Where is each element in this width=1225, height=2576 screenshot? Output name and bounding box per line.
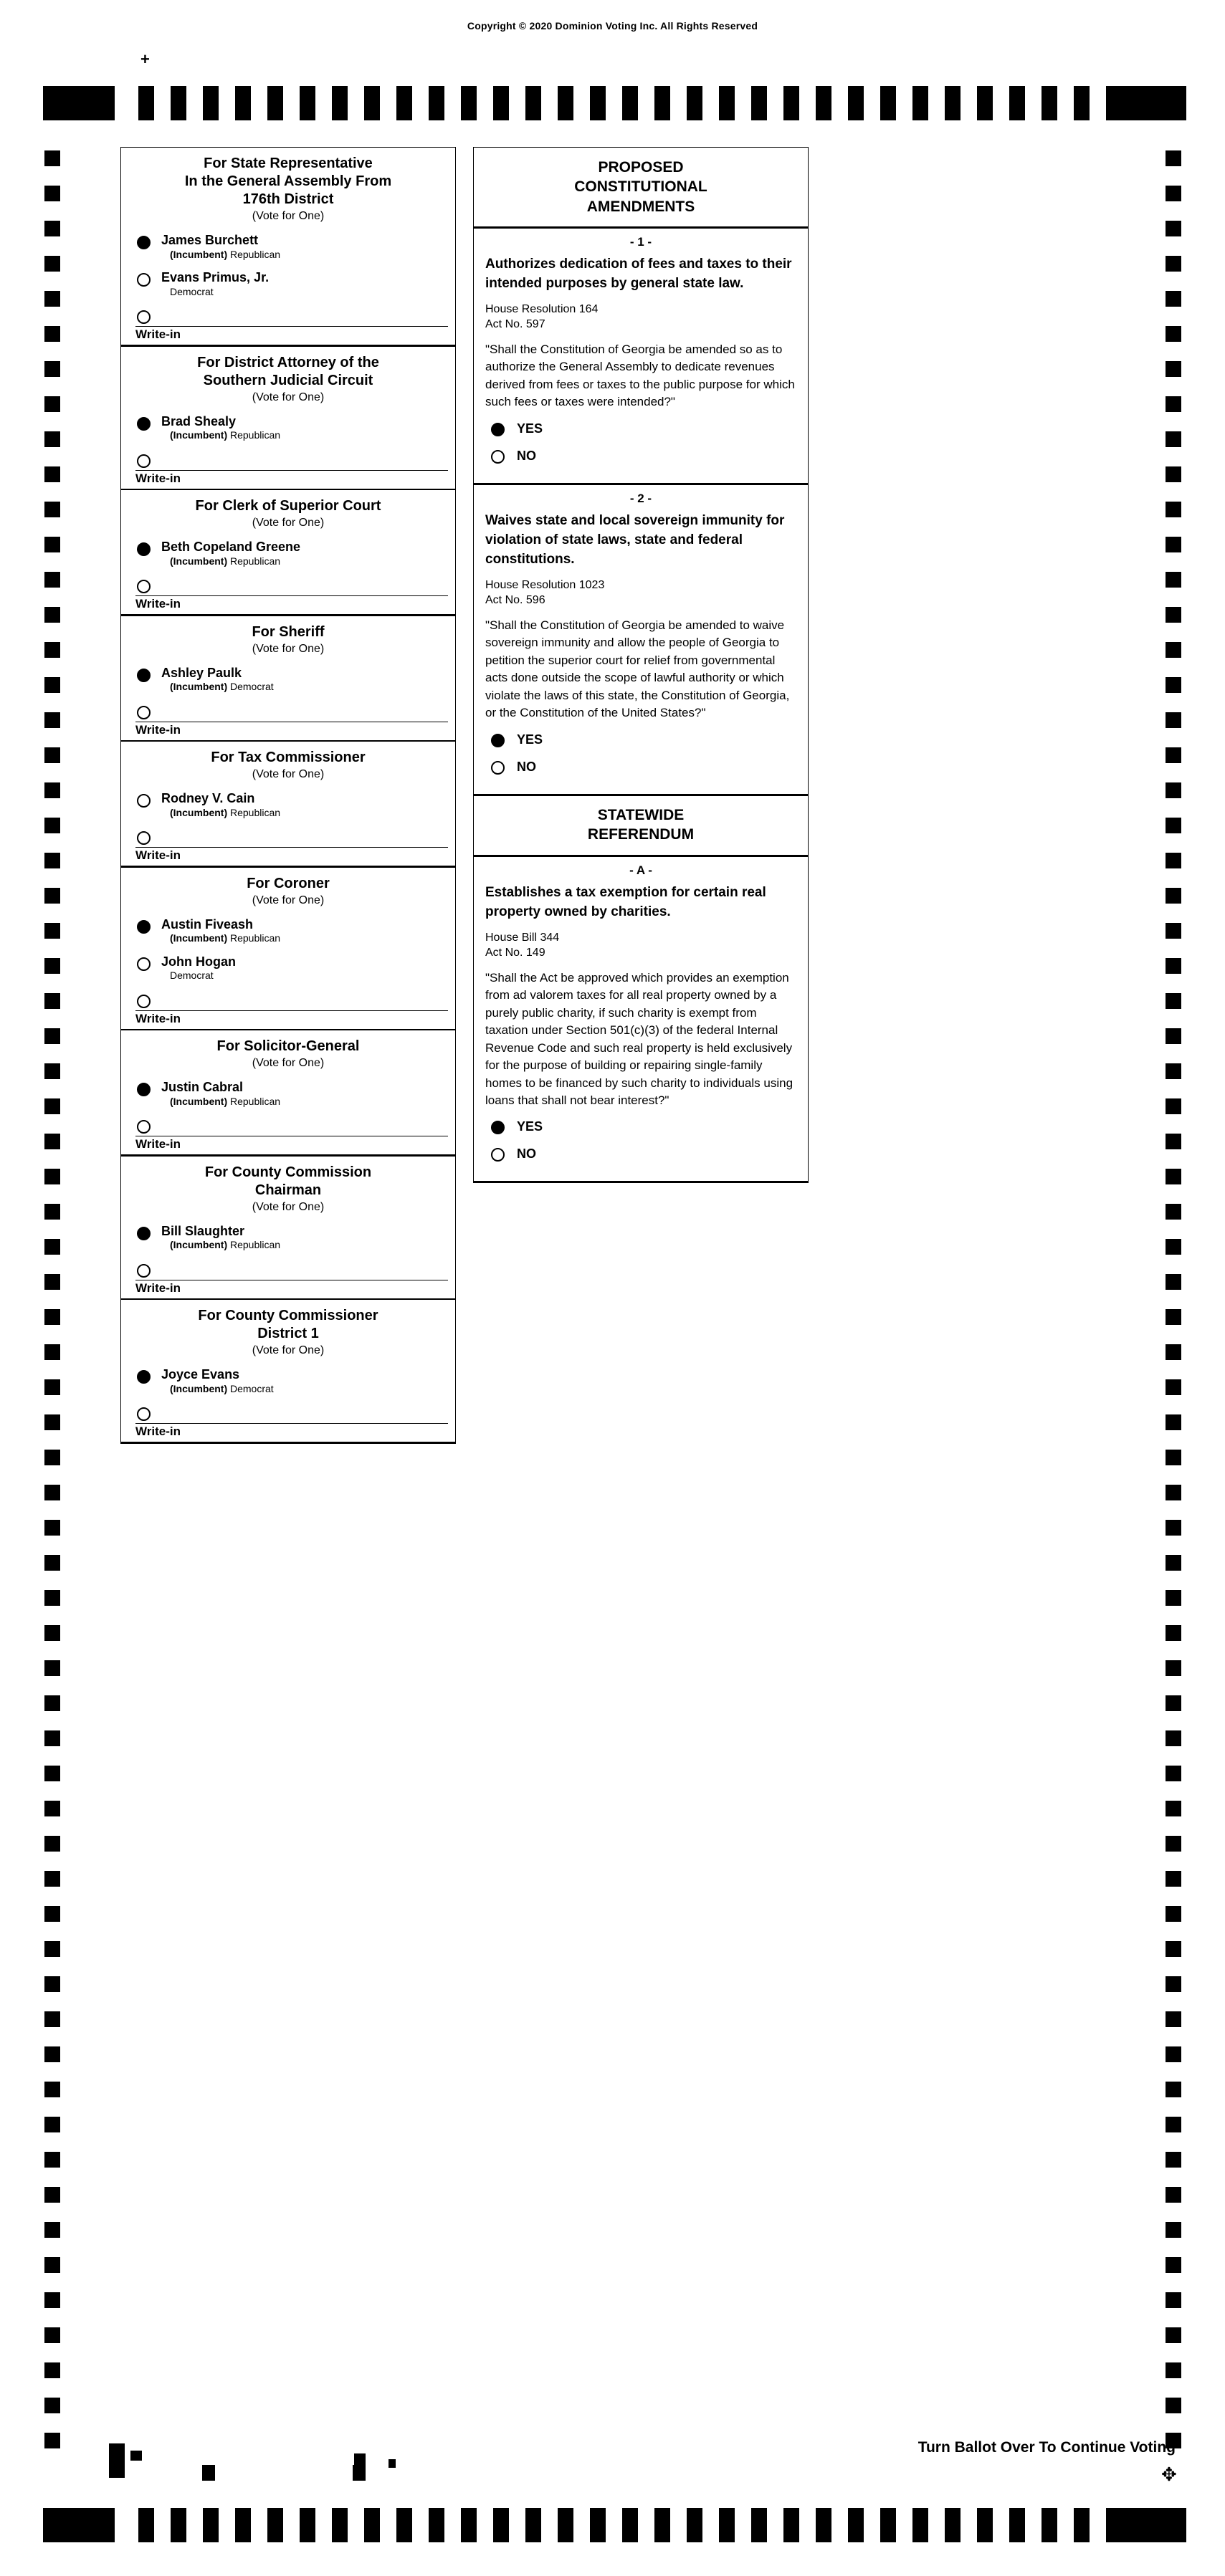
option-label: NO <box>517 1146 536 1162</box>
incumbent-marker: (Incumbent) <box>170 429 228 441</box>
question-option[interactable] <box>485 449 796 476</box>
question-text: "Shall the Constitution of Georgia be amended to waive sovereign immunity and allow the people of Georgia to petition the superior court for relief from governmental acts done outside the scope of lawful authority or which violate the laws of this state, the Constitution of Georgia, or the Constitution of the United States?" <box>485 618 790 720</box>
write-in-line[interactable] <box>135 828 448 848</box>
write-in-label: Write-in <box>135 1280 181 1295</box>
contest-block <box>120 489 456 616</box>
option-label: YES <box>517 421 543 436</box>
contest-header <box>121 616 455 659</box>
registration-mark-top: + <box>140 50 150 68</box>
vote-oval[interactable] <box>137 1227 151 1240</box>
reference-line: House Resolution 1023 <box>485 579 605 592</box>
question-reference <box>485 302 796 341</box>
write-in-label: Write-in <box>135 471 181 485</box>
write-in-label: Write-in <box>135 1011 181 1025</box>
write-in-line[interactable] <box>135 703 448 722</box>
question-option[interactable] <box>485 1146 796 1174</box>
candidate-party <box>161 429 448 441</box>
contest-header <box>121 742 455 784</box>
vote-oval[interactable] <box>137 669 151 682</box>
candidate-party <box>161 681 448 693</box>
contest-title-line: For District Attorney of the <box>197 354 379 370</box>
question-reference <box>485 931 796 969</box>
candidate-option[interactable] <box>121 791 455 828</box>
question-option[interactable] <box>485 421 796 449</box>
contest-title <box>127 1307 449 1343</box>
candidate-list <box>121 784 455 866</box>
contest-block <box>120 147 456 347</box>
proposed-amendments-header <box>473 147 809 229</box>
contest-title-line: For County Commission <box>204 1164 372 1180</box>
candidate-list <box>121 226 455 345</box>
vote-for-instruction: (Vote for One) <box>252 768 325 780</box>
contest-block <box>120 1156 456 1301</box>
contest-block <box>120 346 456 491</box>
candidate-name: Evans Primus, Jr. <box>161 270 270 284</box>
question-text: "Shall the Constitution of Georgia be amended so as to authorize the General Assembly to dedicate revenues derived from fees or taxes to the public purpose for which such fees or taxes were intended?" <box>485 342 795 409</box>
write-in-line[interactable] <box>135 1404 448 1424</box>
candidate-party <box>161 249 448 261</box>
contest-title-line: For Tax Commissioner <box>211 750 366 765</box>
candidate-list <box>121 532 455 614</box>
candidate-option[interactable] <box>121 954 455 992</box>
contest-block <box>120 1299 456 1444</box>
write-in-line[interactable] <box>135 1117 448 1136</box>
write-in-line[interactable] <box>135 451 448 471</box>
party-label: Democrat <box>230 1382 274 1394</box>
contest-title-line: For County Commissioner <box>198 1308 378 1323</box>
vote-oval[interactable] <box>491 734 505 747</box>
write-in-option[interactable] <box>121 1404 455 1442</box>
candidate-option[interactable] <box>121 270 455 307</box>
write-in-option[interactable] <box>121 703 455 740</box>
contest-header <box>121 1300 455 1360</box>
vote-for-instruction: (Vote for One) <box>252 210 325 222</box>
turn-ballot-over-notice: Turn Ballot Over To Continue Voting <box>917 2439 1176 2456</box>
incumbent-marker: (Incumbent) <box>170 555 228 567</box>
copyright-notice: Copyright © 2020 Dominion Voting Inc. All Rights Reserved <box>467 20 758 32</box>
option-label: NO <box>517 448 536 463</box>
statewide-referendum-header <box>473 795 809 857</box>
contest-title <box>127 749 449 767</box>
candidate-list <box>121 407 455 489</box>
candidate-list <box>121 910 455 1029</box>
write-in-line[interactable] <box>135 307 448 327</box>
incumbent-marker: (Incumbent) <box>170 1239 228 1251</box>
alignment-block-5 <box>353 2465 366 2481</box>
question-option[interactable] <box>485 1119 796 1146</box>
vote-oval[interactable] <box>491 761 505 775</box>
contest-title-line: For Clerk of Superior Court <box>195 498 381 514</box>
contest-title <box>127 1038 449 1055</box>
candidate-list <box>121 1360 455 1442</box>
contest-title-line: Southern Judicial Circuit <box>203 372 373 388</box>
ballot-column-left <box>120 147 456 1443</box>
candidate-name: James Burchett <box>161 233 259 247</box>
ballot-question <box>473 484 809 795</box>
candidate-party <box>161 969 448 982</box>
contest-header <box>121 148 455 226</box>
incumbent-marker: (Incumbent) <box>170 932 228 944</box>
vote-oval[interactable] <box>137 1264 151 1278</box>
party-label: Republican <box>230 429 281 441</box>
candidate-list <box>121 1073 455 1154</box>
incumbent-marker: (Incumbent) <box>170 681 228 693</box>
question-summary: Authorizes dedication of fees and taxes to their intended purposes by general state law. <box>485 257 792 292</box>
question-reference <box>485 578 796 617</box>
candidate-name: John Hogan <box>161 954 236 969</box>
candidate-party <box>161 286 448 298</box>
question-number: - 1 - <box>629 235 652 249</box>
party-label: Democrat <box>230 681 274 693</box>
contest-header <box>121 490 455 532</box>
candidate-option[interactable] <box>121 233 455 270</box>
contest-title-line: For State Representative <box>204 155 373 171</box>
candidate-list <box>121 659 455 740</box>
candidate-name: Brad Shealy <box>161 413 237 428</box>
write-in-line[interactable] <box>135 992 448 1011</box>
vote-oval[interactable] <box>137 995 151 1008</box>
candidate-party <box>161 932 448 944</box>
header-line: PROPOSED <box>598 159 684 176</box>
reference-line: Act No. 149 <box>485 946 545 959</box>
contest-title <box>127 497 449 515</box>
party-label: Republican <box>230 1239 281 1251</box>
contest-title-line: For Sheriff <box>252 623 325 640</box>
registration-mark-bottom: ✥ <box>1161 2464 1177 2485</box>
alignment-block-3 <box>202 2465 215 2481</box>
write-in-option[interactable] <box>121 992 455 1029</box>
question-option[interactable] <box>485 760 796 787</box>
candidate-name: Justin Cabral <box>161 1080 244 1094</box>
option-label: YES <box>517 732 543 747</box>
contest-header <box>121 347 455 407</box>
write-in-line[interactable] <box>135 1261 448 1280</box>
vote-oval[interactable] <box>491 423 505 436</box>
vote-oval[interactable] <box>137 273 151 287</box>
candidate-party <box>161 1383 448 1395</box>
party-label: Democrat <box>170 969 214 982</box>
candidate-name: Beth Copeland Greene <box>161 540 301 554</box>
option-label: NO <box>517 759 536 774</box>
candidate-name: Rodney V. Cain <box>161 791 255 805</box>
vote-oval[interactable] <box>137 310 151 324</box>
incumbent-marker: (Incumbent) <box>170 248 228 260</box>
vote-oval[interactable] <box>137 1407 151 1421</box>
write-in-option[interactable] <box>121 577 455 614</box>
write-in-label: Write-in <box>135 722 181 737</box>
candidate-name: Joyce Evans <box>161 1367 240 1382</box>
candidate-list <box>121 1217 455 1298</box>
write-in-label: Write-in <box>135 597 181 611</box>
vote-oval[interactable] <box>137 794 151 808</box>
contest-title <box>127 155 449 209</box>
vote-oval[interactable] <box>137 1120 151 1134</box>
reference-line: Act No. 597 <box>485 318 545 331</box>
contest-header <box>121 868 455 910</box>
vote-for-instruction: (Vote for One) <box>252 1200 325 1213</box>
candidate-option[interactable] <box>121 1367 455 1404</box>
incumbent-marker: (Incumbent) <box>170 1382 228 1394</box>
candidate-party <box>161 1096 448 1108</box>
header-line: STATEWIDE <box>597 807 685 824</box>
reference-line: House Resolution 164 <box>485 303 599 316</box>
timing-marks-left <box>44 150 60 2479</box>
contest-header <box>121 1030 455 1073</box>
contest-title-line: Chairman <box>254 1182 322 1198</box>
vote-oval[interactable] <box>137 1083 151 1096</box>
vote-oval[interactable] <box>137 417 151 431</box>
vote-for-instruction: (Vote for One) <box>252 1057 325 1069</box>
vote-oval[interactable] <box>137 580 151 593</box>
vote-for-instruction: (Vote for One) <box>252 391 325 403</box>
candidate-name: Ashley Paulk <box>161 665 242 680</box>
ballot-column-right <box>473 147 809 1182</box>
header-line: CONSTITUTIONAL <box>574 178 707 196</box>
vote-oval[interactable] <box>137 706 151 719</box>
question-text: "Shall the Act be approved which provides an exemption from ad valorem taxes for all real property owned by a purely public charity, if such charity is exempt from taxation under Section 501(c)(3) of the federal Internal Revenue Code and such real property is held exclusively for the purpose of building or repairing single-family homes to be financed by such charity to individuals using loans that shall not bear interest?" <box>485 970 793 1108</box>
contest-title <box>127 1164 449 1200</box>
party-label: Republican <box>230 1095 281 1107</box>
option-label: YES <box>517 1119 543 1134</box>
write-in-option[interactable] <box>121 1261 455 1298</box>
contest-block <box>120 616 456 742</box>
vote-oval[interactable] <box>491 450 505 464</box>
incumbent-marker: (Incumbent) <box>170 1095 228 1107</box>
question-number: - 2 - <box>629 492 652 506</box>
candidate-option[interactable] <box>121 414 455 451</box>
alignment-block-6 <box>389 2459 396 2468</box>
vote-oval[interactable] <box>137 1370 151 1384</box>
reference-line: Act No. 596 <box>485 594 545 606</box>
candidate-party <box>161 555 448 568</box>
header-line: REFERENDUM <box>587 826 695 843</box>
contest-title-line: 176th District <box>242 191 334 207</box>
write-in-option[interactable] <box>121 307 455 345</box>
contest-header <box>121 1157 455 1217</box>
header-line: AMENDMENTS <box>586 198 695 215</box>
candidate-party <box>161 807 448 819</box>
party-label: Republican <box>230 248 281 260</box>
contest-title <box>127 875 449 893</box>
candidate-name: Bill Slaughter <box>161 1223 245 1238</box>
write-in-option[interactable] <box>121 1117 455 1154</box>
write-in-label: Write-in <box>135 848 181 862</box>
timing-marks-bottom <box>43 2508 1183 2542</box>
contest-block <box>120 741 456 868</box>
party-label: Democrat <box>170 285 214 297</box>
reference-line: House Bill 344 <box>485 932 560 944</box>
vote-oval[interactable] <box>137 920 151 934</box>
question-option[interactable] <box>485 732 796 760</box>
write-in-label: Write-in <box>135 1425 181 1438</box>
contest-block <box>120 867 456 1031</box>
vote-oval[interactable] <box>137 831 151 845</box>
candidate-option[interactable] <box>121 1224 455 1261</box>
write-in-line[interactable] <box>135 577 448 596</box>
vote-oval[interactable] <box>491 1148 505 1162</box>
question-summary: Establishes a tax exemption for certain real property owned by charities. <box>485 885 766 920</box>
contest-title-line: For Solicitor-General <box>216 1038 360 1054</box>
party-label: Republican <box>230 932 281 944</box>
contest-title-line: District 1 <box>257 1326 319 1341</box>
vote-for-instruction: (Vote for One) <box>252 894 325 906</box>
contest-block <box>120 1030 456 1157</box>
candidate-name: Austin Fiveash <box>161 916 254 932</box>
party-label: Republican <box>230 806 281 818</box>
vote-oval[interactable] <box>137 454 151 468</box>
candidate-option[interactable] <box>121 917 455 954</box>
vote-oval[interactable] <box>137 542 151 556</box>
vote-for-instruction: (Vote for One) <box>252 642 325 655</box>
vote-oval[interactable] <box>137 957 151 971</box>
candidate-party <box>161 1239 448 1251</box>
write-in-label: Write-in <box>135 327 181 341</box>
contest-title-line: In the General Assembly From <box>184 173 392 189</box>
candidate-option[interactable] <box>121 666 455 703</box>
vote-for-instruction: (Vote for One) <box>252 517 325 529</box>
contest-title <box>127 354 449 390</box>
ballot-question <box>473 227 809 484</box>
question-summary: Waives state and local sovereign immunity for violation of state laws, state and federal constitutions. <box>485 513 785 568</box>
contest-title <box>127 623 449 641</box>
ballot-question <box>473 856 809 1183</box>
vote-oval[interactable] <box>491 1121 505 1134</box>
vote-for-instruction: (Vote for One) <box>252 1344 325 1356</box>
write-in-label: Write-in <box>135 1137 181 1151</box>
vote-oval[interactable] <box>137 236 151 249</box>
timing-marks-right <box>1166 150 1181 2479</box>
party-label: Republican <box>230 555 281 567</box>
timing-marks-top <box>43 86 1183 120</box>
candidate-option[interactable] <box>121 1080 455 1117</box>
candidate-option[interactable] <box>121 540 455 577</box>
incumbent-marker: (Incumbent) <box>170 806 228 818</box>
question-number: - A - <box>629 863 652 878</box>
write-in-option[interactable] <box>121 451 455 489</box>
write-in-option[interactable] <box>121 828 455 866</box>
contest-title-line: For Coroner <box>247 875 330 891</box>
